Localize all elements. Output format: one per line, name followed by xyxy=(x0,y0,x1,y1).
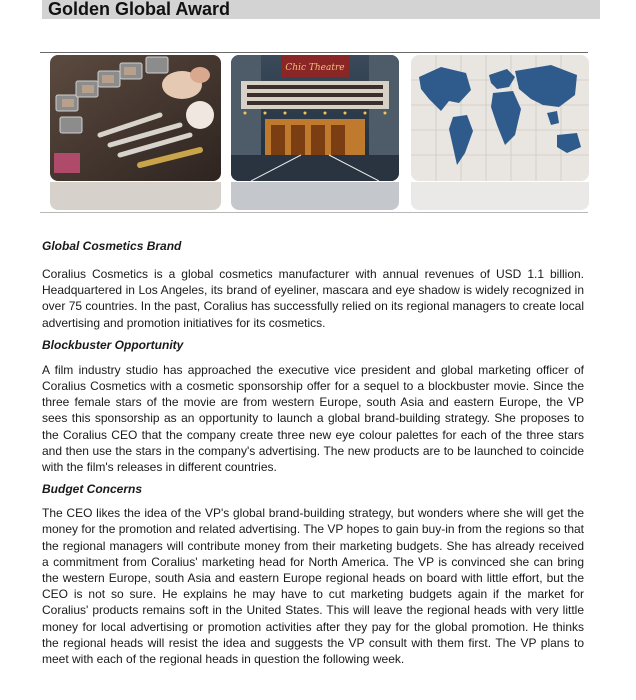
section-heading: Budget Concerns xyxy=(42,482,143,497)
banner-bottom-divider xyxy=(40,212,588,213)
section-heading: Global Cosmetics Brand xyxy=(42,239,182,253)
world-map-photo-reflection xyxy=(411,182,589,210)
page-title: Golden Global Award xyxy=(48,0,231,19)
section-paragraph: Coralius Cosmetics is a global cosmetics manufacturer with annual revenues of USD 1.1 billion. Headquartered in Los Angeles, its brand of eyeliner, mascara and eye shadow is widely recognized in over 75 countries. In the past, Coralius has successfully relied on its regional managers to create local advertising and promotion initiatives for its cosmetics. xyxy=(42,267,584,330)
world-map-puzzle-photo xyxy=(411,55,589,181)
section-paragraph: A film industry studio has approached the executive vice president and global marketing officer of Coralius Cosmetics with a cosmetic sponsorship offer for a sequel to a blockbuster movie. Since the three female stars of the movie are from western Europe, south Asia and eastern Europe, the VP sees this sponsorship as an opportunity to launch a global brand-building strategy. She proposes to the Coralius CEO that the company create three new eye colour palettes for each of the three stars and then use the stars in the company's advertising. The new products are to be launched to coincide with the film's releases in different countries. xyxy=(42,362,584,475)
cosmetics-photo xyxy=(50,55,221,181)
section-blockbuster-opportunity xyxy=(42,337,584,475)
section-paragraph: The CEO likes the idea of the VP's global brand-building strategy, but wonders where she will get the money for the promotion and related advertising. The VP hopes to gain buy-in from the regions so that the regional managers will contribute money from their marketing budgets. She has already received a commitment from Coralius' marketing head for North America. The VP is convinced she can bring the western Europe, south Asia and eastern Europe regional heads on board with little effort, but the CEO is not so sure. He explains he may have to cut marketing budgets again if the market for Coralius' products remains soft in the United States. This will leave the regional heads with very little money for local advertising or promotion activities after they pay for the global promotion. He thinks the regional heads will resist the idea and suggests the VP consult with them first. The VP plans to meet with each of the regional heads in question the following week. xyxy=(42,506,584,667)
theatre-photo xyxy=(231,55,399,181)
section-heading: Blockbuster Opportunity xyxy=(42,337,184,352)
title-bar xyxy=(42,0,600,19)
theatre-photo-reflection xyxy=(231,182,399,210)
section-global-cosmetics-brand xyxy=(42,238,584,331)
section-budget-concerns xyxy=(42,481,584,667)
article-body xyxy=(42,238,584,667)
marquee-text: Chic Theatre xyxy=(285,63,345,73)
cosmetics-photo-reflection xyxy=(50,182,221,210)
banner-top-divider xyxy=(40,52,588,53)
